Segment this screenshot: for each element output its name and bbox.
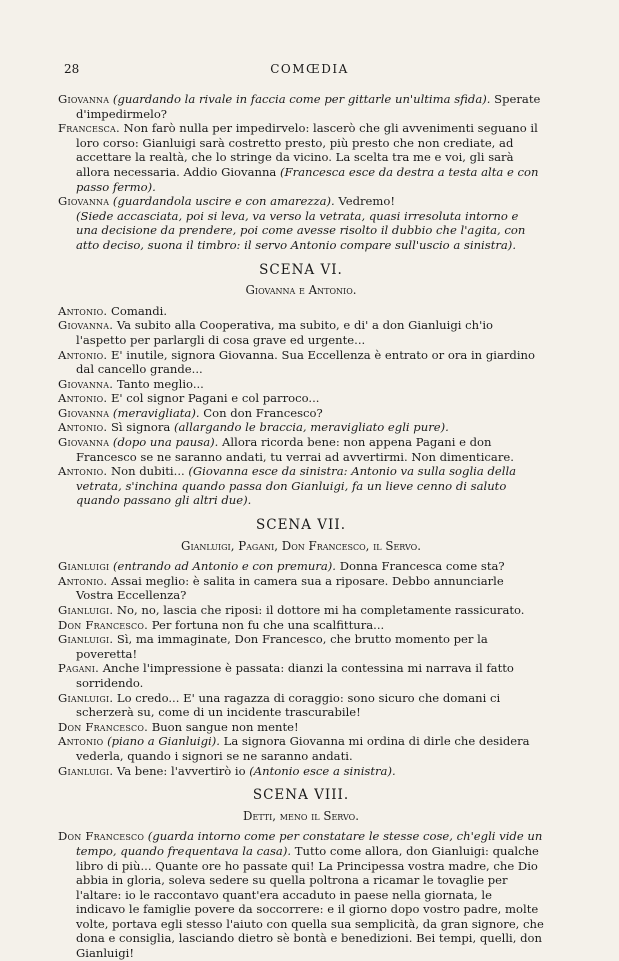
dialogue-line: [58, 734, 544, 763]
speaker-name: Pagani.: [58, 661, 99, 676]
stage-direction: (meravigliata).: [112, 405, 200, 420]
dialogue-line: [58, 420, 544, 435]
dialogue-line: [58, 194, 544, 209]
running-head: COMŒDIA: [270, 62, 349, 76]
speaker-name: Don Francesco.: [58, 719, 148, 734]
dialogue-line: [58, 691, 544, 720]
dialogue-text: E' col signor Pagani e col parroco...: [110, 391, 320, 406]
dialogue-line: [58, 720, 544, 735]
dialogue-line: [58, 92, 544, 121]
speaker-name: Antonio.: [58, 464, 108, 479]
dialogue-line: [58, 121, 544, 194]
dialogue-line: [58, 632, 544, 661]
speaker-name: Giovanna.: [58, 318, 114, 333]
dialogue-text: Allora ricorda bene: non appena Pagani e don Francesco se ne saranno andati, tu verrai ad avvertirmi. Non dimenticare.: [76, 435, 514, 464]
dialogue-text: Non farò nulla per impedirvelo: lascerò che gli avvenimenti seguano il loro corso: Gianluigi sarà costretto presto, più presto che non crediate, ad accettare la realtà, che lo stringe da vicino. La scelta tra me e voi, gli sarà allora necessaria. Addio Giovanna: [76, 121, 538, 179]
speaker-name: Giovanna: [58, 435, 110, 450]
scene-title: SCENA VI.: [259, 261, 343, 278]
dialogue-text: Assai meglio: è salita in camera sua a riposare. Debbo annunciarle Vostra Eccellenza?: [76, 573, 504, 603]
speaker-name: Gianluigi.: [58, 632, 114, 647]
dialogue-line: [58, 559, 544, 574]
speaker-name: Antonio.: [58, 303, 108, 318]
dialogue-line: [58, 391, 544, 406]
dialogue-text: Anche l'impressione è passata: dianzi la contessina mi narrava il fatto sorridendo.: [76, 661, 514, 690]
dialogue-text: Tutto come allora, don Gianluigi: qualche libro di più... Quante ore ho passate qui! La Principessa vostra madre, che Dio abbia in gloria, soleva sedere su quella poltrona a ricamar le tovaglie per l'altare: io le raccontavo quant'era accaduto in paese nella giornata, le indicavo le famiglie povere da soccorrere: e il giorno dopo vostro padre, molte volte, portava egli stesso l'aiuto con quella sua semplicità, da gran signore, che dona e consiglia, lasciando dietro sè bontà e benedizioni. Bei tempi, quelli, don Gianluigi!: [76, 843, 544, 961]
dialogue-line: [58, 574, 544, 603]
dialogue-text: No, no, lascia che riposi: il dottore mi ha completamente rassicurato.: [116, 603, 525, 617]
speaker-name: Francesca.: [58, 121, 120, 136]
dialogue-line: [58, 829, 544, 960]
dialogue-text: Comandi.: [110, 303, 168, 318]
dialogue-line: [58, 603, 544, 618]
dialogue-text: Non dubiti...: [110, 464, 185, 479]
stage-direction: (guardando la rivale in faccia come per gittarle un'ultima sfida).: [112, 92, 491, 106]
stage-direction: (allargando le braccia, meravigliato egli pure).: [173, 420, 449, 435]
speaker-name: Giovanna: [58, 92, 110, 106]
dialogue-text: Buon sangue non mente!: [151, 719, 299, 734]
dialogue-text: La signora Giovanna mi ordina di dirle che desidera vederla, quando i signori se ne saranno andati.: [76, 734, 530, 763]
dialogue-text: Sì, ma immaginate, Don Francesco, che brutto momento per la poveretta!: [76, 632, 488, 661]
stage-direction: (guarda intorno come per constatare le stesse cose, ch'egli vide un tempo, quando frequentava la casa).: [76, 829, 543, 858]
dialogue-text: Per fortuna non fu che una scalfittura...: [151, 617, 385, 632]
speaker-name: Gianluigi.: [58, 603, 114, 617]
dialogue-line: [58, 348, 544, 377]
dialogue-line: [58, 318, 544, 347]
stage-direction: (piano a Gianluigi).: [107, 734, 220, 749]
speaker-name: Giovanna.: [58, 376, 114, 391]
dialogue-text: E' inutile, signora Giovanna. Sua Eccellenza è entrato or ora in giardino dal cancello grande...: [76, 347, 535, 377]
dialogue-text: Vedremo!: [338, 194, 396, 209]
speaker-name: Antonio.: [58, 347, 108, 362]
speaker-name: Gianluigi.: [58, 763, 114, 778]
stage-direction: (Antonio esce a sinistra).: [249, 763, 396, 778]
scene-title: SCENA VIII.: [252, 787, 350, 804]
dialogue-line: [58, 435, 544, 464]
stage-direction: (Francesca esce da destra a testa alta e con passo fermo).: [76, 164, 539, 194]
dialogue-line: [58, 304, 544, 319]
speaker-name: Don Francesco: [58, 829, 145, 844]
scene-cast: Giovanna e Antonio.: [245, 283, 357, 298]
page-header: [58, 62, 561, 78]
dialogue-line: [58, 464, 544, 508]
stage-direction-block: (Siede accasciata, poi si leva, va verso la vetrata, quasi irresoluta intorno e una decisione da prendere, poi come avesse risolto il dubbio che l'agita, con atto deciso, suona il timbro: il servo Antonio compare sull'uscio a sinistra).: [76, 208, 526, 252]
scene-title: SCENA VII.: [256, 517, 346, 534]
dialogue-text: Sperate d'impedirmelo?: [76, 92, 541, 121]
page-body: [58, 92, 544, 961]
dialogue-line: [58, 377, 544, 392]
dialogue-text: Va bene: l'avvertirò io: [116, 763, 246, 778]
stage-direction: (Giovanna esce da sinistra: Antonio va sulla soglia della vetrata, s'inchina quando passa don Gianluigi, fa un lieve cenno di saluto quando passano gli altri due).: [76, 464, 517, 508]
speaker-name: Giovanna: [58, 405, 110, 420]
stage-direction: (entrando ad Antonio e con premura).: [113, 559, 336, 574]
dialogue-text: Tanto meglio...: [116, 376, 204, 391]
speaker-name: Antonio.: [58, 420, 108, 435]
scene-cast: Detti, meno il Servo.: [243, 808, 359, 823]
dialogue-line: [58, 661, 544, 690]
dialogue-line: [58, 618, 544, 633]
dialogue-text: Sì signora: [110, 420, 171, 435]
dialogue-text: Lo credo... E' una ragazza di coraggio: sono sicuro che domani ci scherzerà su, come di un incidente trascurabile!: [76, 690, 501, 720]
dialogue-text: Con don Francesco?: [203, 405, 323, 420]
stage-direction: (dopo una pausa).: [112, 435, 219, 450]
speaker-name: Antonio: [58, 734, 104, 749]
speaker-name: Antonio.: [58, 391, 108, 406]
dialogue-text: Va subito alla Cooperativa, ma subito, e di' a don Gianluigi ch'io l'aspetto per parlargli di cosa grave ed urgente...: [76, 318, 494, 347]
page-number: 28: [64, 62, 80, 76]
speaker-name: Gianluigi: [58, 559, 110, 574]
scene-cast: Gianluigi, Pagani, Don Francesco, il Servo.: [181, 538, 421, 553]
speaker-name: Giovanna: [58, 194, 110, 209]
speaker-name: Gianluigi.: [58, 690, 114, 705]
speaker-name: Don Francesco.: [58, 617, 148, 632]
speaker-name: Antonio.: [58, 573, 108, 588]
dialogue-line: [58, 406, 544, 421]
dialogue-line: [58, 764, 544, 779]
stage-direction: (guardandola uscire e con amarezza).: [112, 194, 335, 209]
dialogue-text: Donna Francesca come sta?: [339, 559, 505, 574]
